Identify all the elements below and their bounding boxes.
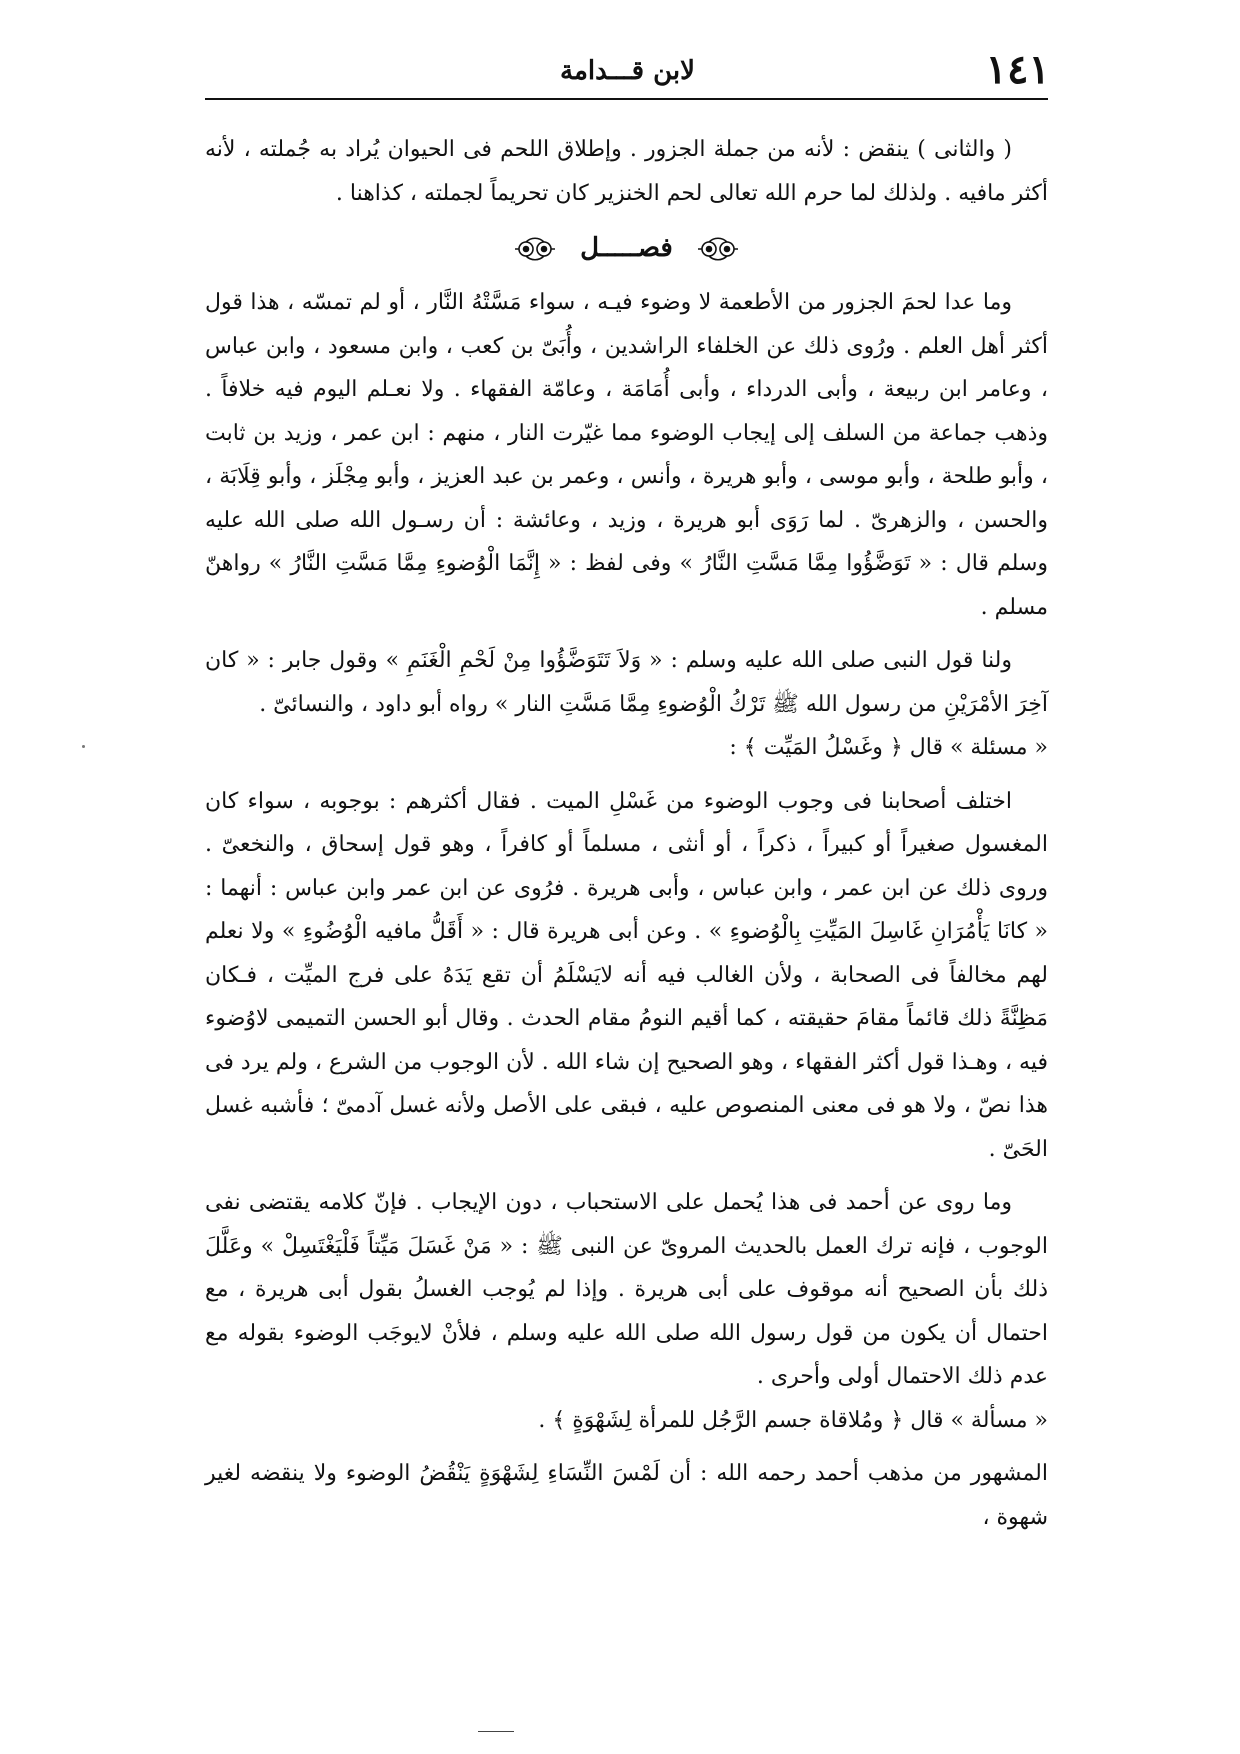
section-heading [205,215,1048,281]
masala-title: « مسئلة » قال ﴿ وغَسْلُ المَيِّت ﴾ : [729,735,1048,760]
paragraph-gap [205,629,1048,639]
paragraph-gap [205,770,1048,780]
paragraph-gap [205,1171,1048,1181]
body-paragraph: المشهور من مذهب أحمد رحمه الله : أن لَمْسَ النِّسَاءِ لِشَهْوَةٍ يَنْقُضُ الوضوء ولا ينقضه لغير شهوة ، [205,1461,1048,1530]
floral-ornament-icon [513,236,557,262]
paragraph-gap [205,1442,1048,1452]
page-header [205,48,1050,98]
page-body [205,128,1048,1539]
page-number: ١٤١ [985,46,1050,93]
section-heading-label: فصـــــل [580,233,673,263]
running-title: لابن قـــدامة [560,56,695,86]
margin-mark [82,745,85,748]
intro-paragraph: ( والثانى ) ينقض : لأنه من جملة الجزور . وإطلاق اللحم فى الحيوان يُراد به جُملته ، لأنه أكثر مافيه . ولذلك لما حرم الله تعالى لحم الخنزير كان تحريماً لجملته ، كذاهنا . [205,137,1048,206]
body-paragraph: وما روى عن أحمد فى هذا يُحمل على الاستحباب ، دون الإيجاب . فإنّ كلامه يقتضى نفى الوجوب ، فإنه ترك العمل بالحديث المروىّ عن النبى ﷺ : « مَنْ غَسَلَ مَيِّتاً فَلْيَغْتَسِلْ » وعَلَّلَ ذلك بأن الصحيح أنه موقوف على أبى هريرة . وإذا لم يُوجب الغسلُ بقول أبى هريرة ، مع احتمال أن يكون من قول رسول الله صلى الله عليه وسلم ، فلأنْ لايوجَب الوضوء بقوله مع عدم ذلك الاحتمال أولى وأحرى . [205,1190,1048,1389]
header-rule [205,98,1048,100]
floral-ornament-icon [696,236,740,262]
body-paragraph: اختلف أصحابنا فى وجوب الوضوء من غَسْلِ الميت . فقال أكثرهم : بوجوبه ، سواء كان المغسول صغيراً أو كبيراً ، ذكراً ، أو أنثى ، مسلماً أو كافراً ، وهو قول إسحاق ، والنخعىّ . وروى ذلك عن ابن عمر ، وابن عباس ، وأبى هريرة . فرُوى عن ابن عمر وابن عباس : أنهما : « كانَا يَأْمُرَانِ غَاسِلَ المَيِّتِ بِالْوُضوءِ » . وعن أبى هريرة قال : « أَقَلُّ مافيه الْوُضُوءِ » ولا نعلم لهم مخالفاً فى الصحابة ، ولأن الغالب فيه أنه لايَسْلَمُ أن تقع يَدَهُ على فرج الميِّت ، فـكان مَظِنَّةً ذلك قائماً مقامَ حقيقته ، كما أقيم النومُ مقام الحدث . وقال أبو الحسن التميمى لاوُضوء فيه ، وهـذا قول أكثر الفقهاء ، وهو الصحيح إن شاء الله . لأن الوجوب من الشرع ، ولم يرد فى هذا نصّ ، ولا هو فى معنى المنصوص عليه ، فبقى على الأصل ولأنه غسل آدمىّ ؛ فأشبه غسل الحَىّ . [205,788,1048,1162]
body-paragraph: ولنا قول النبى صلى الله عليه وسلم : « وَلاَ تَتَوَضَّؤُوا مِنْ لَحْمِ الْغَنَمِ » وقول جابر : « كان آخِرَ الأمْرَيْنِ من رسول الله ﷺ تَرْكُ الْوُضوءِ مِمَّا مَسَّتِ النار » رواه أبو داود ، والنسائىّ . [205,648,1048,717]
body-paragraph: وما عدا لحمَ الجزور من الأطعمة لا وضوء فيـه ، سواء مَسَّتْهُ النَّار ، أو لم تمسّه ، هذا قول أكثر أهل العلم . ورُوى ذلك عن الخلفاء الراشدين ، وأُبَىّ بن كعب ، وابن مسعود ، وابن عباس ، وعامر ابن ربيعة ، وأبى الدرداء ، وأبى أُمَامَة ، وعامّة الفقهاء . ولا نعـلم اليوم فيه خلافاً . وذهب جماعة من السلف إلى إيجاب الوضوء مما غيّرت النار ، منهم : ابن عمر ، وزيد بن ثابت ، وأبو طلحة ، وأبو موسى ، وأبو هريرة ، وأنس ، وعمر بن عبد العزيز ، وأبو مِجْلَز ، وأبو قِلَابَة ، والحسن ، والزهرىّ . لما رَوَى أبو هريرة ، وزيد ، وعائشة : أن رسـول الله صلى الله عليه وسلم قال : « تَوَضَّؤُوا مِمَّا مَسَّتِ النَّارُ » وفى لفظ : « إِنَّمَا الْوُضوءِ مِمَّا مَسَّتِ النَّارُ » رواهنّ مسلم . [205,290,1048,620]
masala-title: « مسألة » قال ﴿ ومُلاقاة جسم الرَّجُل للمرأة لِشَهْوَةٍ ﴾ . [538,1407,1048,1433]
footer-rule [478,1731,514,1732]
